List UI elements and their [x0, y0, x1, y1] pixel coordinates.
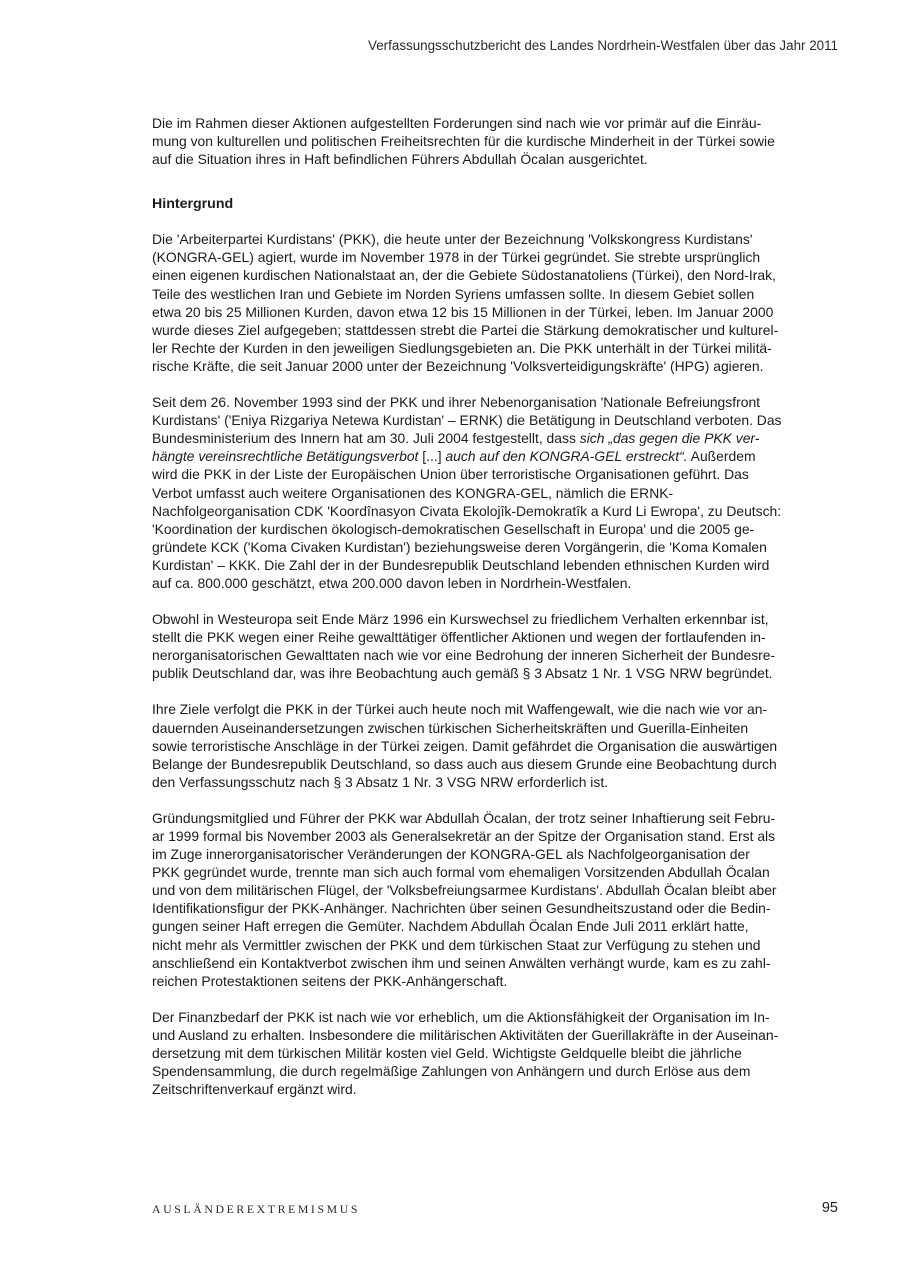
text-line: einen eigenen kurdischen Nationalstaat an, der die Gebiete Südostanatoliens (Türkei), den Nord-Irak, — [152, 267, 776, 284]
footer-section-title: AUSLÄNDEREXTREMISMUS — [152, 1202, 360, 1216]
text-line: Spendensammlung, die durch regelmäßige Zahlungen von Anhängern und durch Erlöse aus dem — [152, 1063, 751, 1080]
text-line: anschließend ein Kontaktverbot zwischen ihm und seinen Anwälten verhängt wurde, kam es zu zahl- — [152, 954, 771, 971]
text-line: Kurdistans' ('Eniya Rizgariya Netewa Kurdistan' – ERNK) die Betätigung in Deutschland verboten. Das — [152, 412, 782, 429]
paragraph-goals — [152, 700, 838, 790]
text-line: publik Deutschland dar, was ihre Beobachtung auch gemäß § 3 Absatz 1 Nr. 1 VSG NRW begründet. — [152, 665, 773, 682]
text-line: Die 'Arbeiterpartei Kurdistans' (PKK), die heute unter der Bezeichnung 'Volkskongress Kurdistans' — [152, 231, 753, 248]
text-line: (KONGRA-GEL) agiert, wurde im November 1978 in der Türkei gegründet. Sie strebte ursprünglich — [152, 249, 761, 266]
running-header: Verfassungsschutzbericht des Landes Nordrhein-Westfalen über das Jahr 2011 — [368, 38, 838, 53]
section-heading: Hintergrund — [152, 196, 234, 213]
intro-paragraph — [152, 114, 838, 168]
text-line — [152, 447, 838, 465]
text-line: nerorganisatorischen Gewalttaten nach wie vor eine Bedrohung der inneren Sicherheit der Bundesre- — [152, 647, 776, 664]
text-line: Identifikationsfigur der PKK-Anhänger. Nachrichten über seinen Gesundheitszustand oder die Bedin- — [152, 900, 771, 917]
paragraph-finance — [152, 1008, 838, 1098]
text-line: dersetzung mit dem türkischen Militär kosten viel Geld. Wichtigste Geldquelle bleibt die jährliche — [152, 1045, 742, 1062]
text-line: Obwohl in Westeuropa seit Ende März 1996 ein Kurswechsel zu friedlichem Verhalten erkennbar ist, — [152, 611, 769, 628]
text-line: wird die PKK in der Liste der Europäischen Union über terroristische Organisationen geführt. Das — [152, 466, 749, 483]
paragraph-ban — [152, 393, 838, 592]
text-line: sowie terroristische Anschläge in der Türkei zeigen. Damit gefährdet die Organisation die auswärtigen — [152, 737, 778, 754]
text-line: Ihre Ziele verfolgt die PKK in der Türkei auch heute noch mit Waffengewalt, wie die nach wie vor an- — [152, 701, 768, 718]
text-line: etwa 20 bis 25 Millionen Kurden, davon etwa 12 bis 15 Millionen in der Türkei, leben. Im Januar 2000 — [152, 303, 774, 320]
text-run: Bundesministerium des Innern hat am 30. Juli 2004 festgestellt, dass — [152, 430, 580, 447]
text-run: Außerdem — [687, 448, 756, 465]
page-number: 95 — [821, 1200, 838, 1216]
text-line: Nachfolgeorganisation CDK 'Koordînasyon Civata Ekolojîk-Demokratîk a Kurd Li Ewropa', zu Deutsch: — [152, 502, 782, 519]
text-line: wurde dieses Ziel aufgegeben; stattdessen strebt die Partei die Stärkung demokratischer und kulturel- — [152, 321, 779, 338]
quote-text: hängte vereinsrechtliche Betätigungsverbot — [152, 448, 423, 465]
text-line: Gründungsmitglied und Führer der PKK war Abdullah Öcalan, der trotz seiner Inhaftierung seit Febru- — [152, 809, 776, 826]
text-line: gungen seiner Haft erregen die Gemüter. Nachdem Abdullah Öcalan Ende Juli 2011 erklärt hatte, — [152, 918, 749, 935]
text-line: reichen Protestaktionen seitens der PKK-Anhängerschaft. — [152, 972, 508, 989]
text-line: Teile des westlichen Iran und Gebiete im Norden Syriens umfassen sollte. In diesem Gebiet sollen — [152, 285, 755, 302]
text-line: gründete KCK ('Koma Civaken Kurdistan') beziehungsweise deren Vorgängerin, die 'Koma Komalen — [152, 538, 767, 555]
text-line: Seit dem 26. November 1993 sind der PKK und ihrer Nebenorganisation 'Nationale Befreiungsfront — [152, 394, 761, 411]
text-line: im Zuge innerorganisatorischer Veränderungen der KONGRA-GEL als Nachfolgeorganisation der — [152, 846, 750, 863]
text-line: auf ca. 800.000 geschätzt, etwa 200.000 davon leben in Nordrhein-Westfalen. — [152, 574, 632, 591]
text-line: 'Koordination der kurdischen ökologisch-demokratischen Gesellschaft in Europa' und die 2005 ge- — [152, 520, 755, 537]
text-line: den Verfassungsschutz nach § 3 Absatz 1 Nr. 3 VSG NRW erforderlich ist. — [152, 773, 609, 790]
text-line: nicht mehr als Vermittler zwischen der PKK und dem türkischen Staat zur Verfügung zu stehen und — [152, 936, 761, 953]
text-line: rische Kräfte, die seit Januar 2000 unter der Bezeichnung 'Volksverteidigungskräfte' (HPG) agieren. — [152, 357, 764, 374]
text-line: Die im Rahmen dieser Aktionen aufgestellten Forderungen sind nach wie vor primär auf die Einräu- — [152, 115, 762, 131]
paragraph-ocalan — [152, 809, 838, 990]
text-line: Der Finanzbedarf der PKK ist nach wie vor erheblich, um die Aktionsfähigkeit der Organisation im In- — [152, 1008, 770, 1025]
text-line: Zeitschriftenverkauf ergänzt wird. — [152, 1081, 357, 1098]
quote-text: sich „das gegen die PKK ver- — [579, 430, 760, 447]
text-line: PKK gegründet wurde, trennte man sich auch formal vom ehemaligen Vorsitzenden Abdullah Öcalan — [152, 864, 770, 881]
text-line: dauernden Auseinandersetzungen zwischen türkischen Sicherheitskräften und Guerilla-Einheiten — [152, 719, 749, 736]
text-line: mung von kulturellen und politischen Freiheitsrechten für die kurdische Minderheit in der Türkei sowie — [152, 133, 775, 150]
page-body — [152, 114, 838, 1116]
text-line: und Ausland zu erhalten. Insbesondere die militärischen Aktivitäten der Guerillakräfte in der Auseinan- — [152, 1026, 779, 1043]
text-line: Verbot umfasst auch weitere Organisationen des KONGRA-GEL, nämlich die ERNK- — [152, 484, 674, 501]
text-line: und von dem militärischen Flügel, der 'Volksbefreiungsarmee Kurdistans'. Abdullah Öcalan bleibt aber — [152, 882, 777, 899]
paragraph-threat — [152, 610, 838, 682]
text-line: Belange der Bundesrepublik Deutschland, so dass auch aus diesem Grunde eine Beobachtung durch — [152, 755, 777, 772]
text-line: ar 1999 formal bis November 2003 als Generalsekretär an der Spitze der Organisation stand. Erst als — [152, 828, 776, 844]
text-line: stellt die PKK wegen einer Reihe gewalttätiger öffentlicher Aktionen und wegen der fortlaufenden in- — [152, 629, 766, 646]
text-line: ler Rechte der Kurden in den jeweiligen Siedlungsgebieten an. Die PKK unterhält in der Türkei militä- — [152, 339, 772, 356]
text-line: Kurdistan' – KKK. Die Zahl der in der Bundesrepublik Deutschland lebenden ethnischen Kurden wird — [152, 556, 770, 573]
text-line — [152, 429, 838, 447]
text-run: [...] — [422, 448, 442, 465]
text-line: auf die Situation ihres in Haft befindlichen Führers Abdullah Öcalan ausgerichtet. — [152, 151, 648, 168]
paragraph-pkk-origin — [152, 230, 838, 375]
quote-text: auch auf den KONGRA-GEL erstreckt“. — [441, 448, 688, 465]
